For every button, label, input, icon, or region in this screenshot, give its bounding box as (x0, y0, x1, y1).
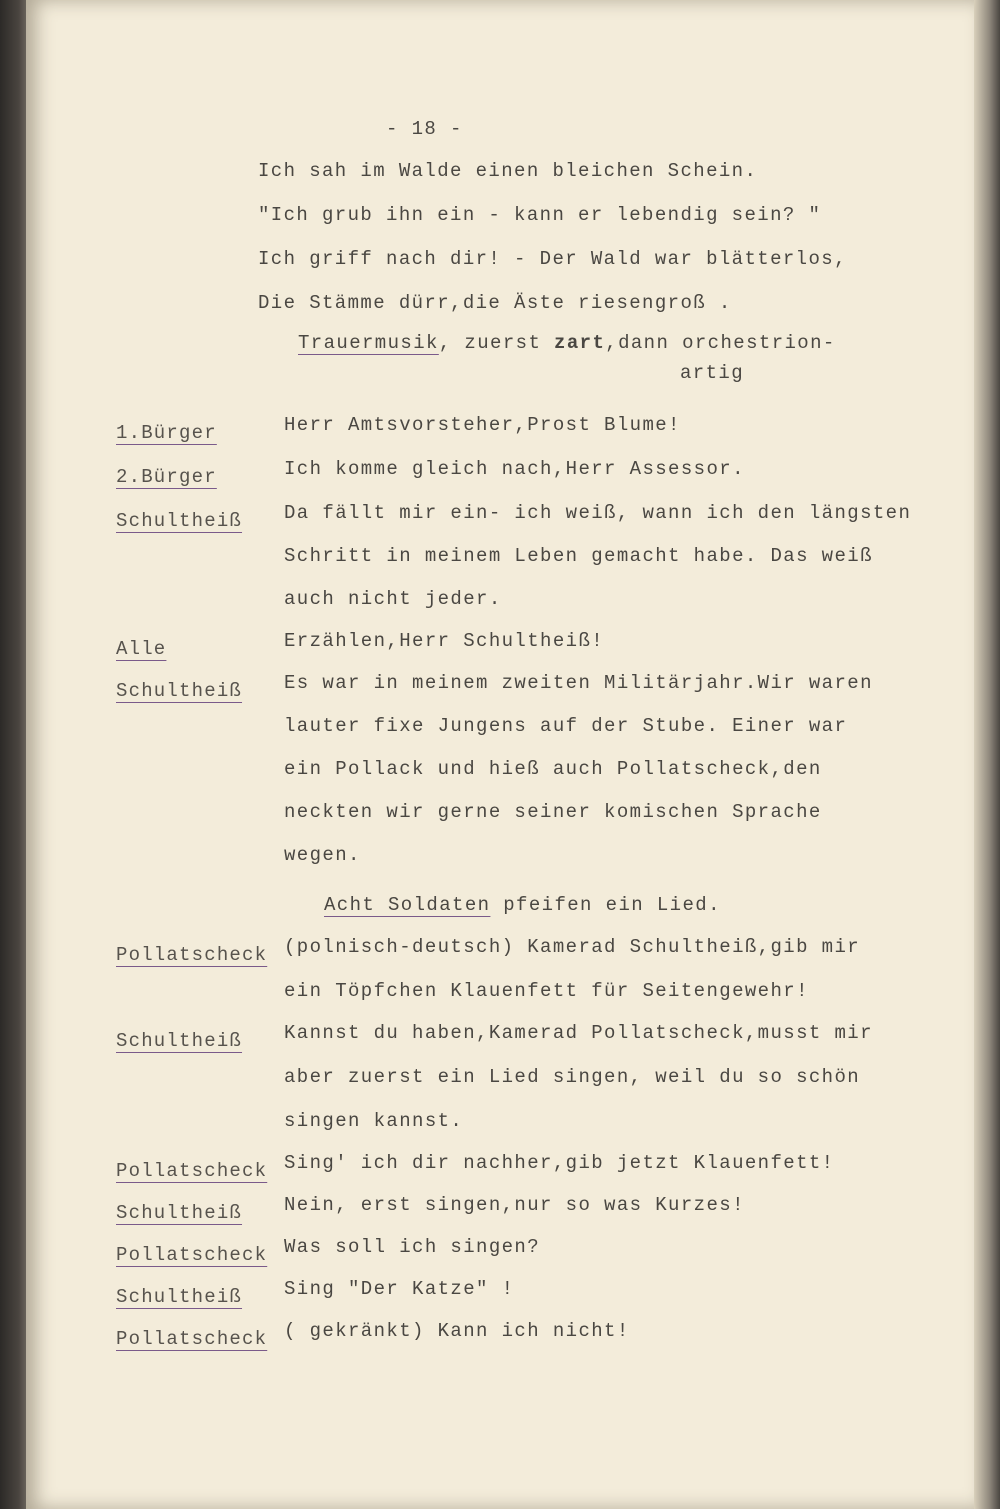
stage-direction-continuation: artig (680, 362, 745, 384)
dialogue-line: ein Töpfchen Klauenfett für Seitengewehr! (284, 980, 809, 1002)
speaker-label: Pollatscheck (116, 1328, 268, 1350)
speaker-label: 2.Bürger (116, 466, 217, 488)
speaker-label: Schultheiß (116, 510, 243, 532)
stage-direction-soldiers (324, 894, 721, 916)
intro-line: Ich griff nach dir! - Der Wald war blätterlos, (258, 248, 847, 270)
dialogue-line: (polnisch-deutsch) Kamerad Schultheiß,gib mir (284, 936, 861, 958)
intro-line: Die Stämme dürr,die Äste riesengroß . (258, 292, 732, 314)
speaker-label: Pollatscheck (116, 944, 268, 966)
dialogue-line: Kannst du haben,Kamerad Pollatscheck,musst mir (284, 1022, 873, 1044)
typewritten-page (26, 0, 974, 1509)
intro-line: "Ich grub ihn ein - kann er lebendig sein? " (258, 204, 822, 226)
dialogue-line: auch nicht jeder. (284, 588, 502, 610)
dialogue-line: Sing "Der Katze" ! (284, 1278, 515, 1300)
stage-direction-text: , zuerst (438, 332, 555, 354)
dialogue-line: Herr Amtsvorsteher,Prost Blume! (284, 414, 681, 436)
dialogue-line: Ich komme gleich nach,Herr Assessor. (284, 458, 745, 480)
stage-direction-bold: zart (554, 332, 606, 354)
stage-direction-text: pfeifen ein Lied. (490, 894, 721, 916)
dialogue-line: lauter fixe Jungens auf der Stube. Einer war (284, 715, 848, 737)
dialogue-line: ein Pollack und hieß auch Pollatscheck,den (284, 758, 822, 780)
dialogue-line: aber zuerst ein Lied singen, weil du so schön (284, 1066, 861, 1088)
dialogue-line: Sing' ich dir nachher,gib jetzt Klauenfett! (284, 1152, 835, 1174)
dialogue-line: neckten wir gerne seiner komischen Sprache (284, 801, 822, 823)
page-edge (974, 0, 1000, 1509)
speaker-label: Alle (116, 638, 167, 660)
dialogue-line: Schritt in meinem Leben gemacht habe. Das weiß (284, 545, 873, 567)
stage-direction-music (298, 332, 836, 354)
page-number: - 18 - (386, 118, 463, 140)
dialogue-line: Erzählen,Herr Schultheiß! (284, 630, 605, 652)
dialogue-line: Es war in meinem zweiten Militärjahr.Wir waren (284, 672, 873, 694)
speaker-label: Schultheiß (116, 680, 243, 702)
stage-direction-underlined: Acht Soldaten (324, 894, 491, 916)
stage-direction-underlined: Trauermusik (298, 332, 439, 354)
dialogue-line: singen kannst. (284, 1110, 464, 1132)
dialogue-line: Was soll ich singen? (284, 1236, 541, 1258)
speaker-label: Pollatscheck (116, 1160, 268, 1182)
dialogue-line: Da fällt mir ein- ich weiß, wann ich den längsten (284, 502, 912, 524)
intro-line: Ich sah im Walde einen bleichen Schein. (258, 160, 758, 182)
speaker-label: 1.Bürger (116, 422, 217, 444)
stage-direction-text: ,dann orchestrion- (605, 332, 836, 354)
speaker-label: Pollatscheck (116, 1244, 268, 1266)
dialogue-line: Nein, erst singen,nur so was Kurzes! (284, 1194, 745, 1216)
dialogue-line: wegen. (284, 844, 361, 866)
dialogue-line: ( gekränkt) Kann ich nicht! (284, 1320, 630, 1342)
speaker-label: Schultheiß (116, 1030, 243, 1052)
speaker-label: Schultheiß (116, 1202, 243, 1224)
speaker-label: Schultheiß (116, 1286, 243, 1308)
